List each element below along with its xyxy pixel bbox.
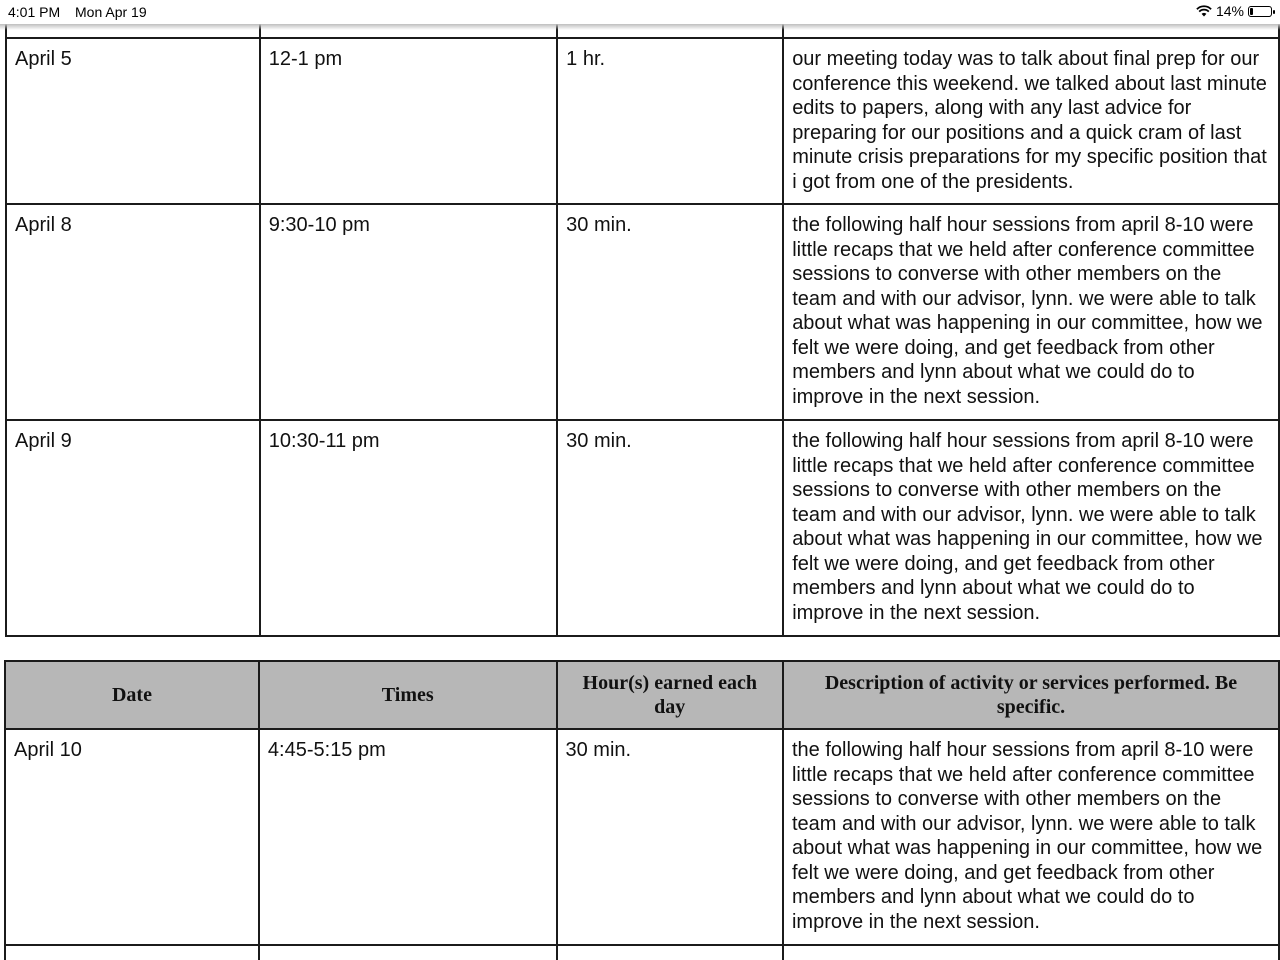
table-header-row [5,661,1279,729]
status-time: 4:01 PM [8,4,61,20]
wifi-icon [1196,5,1212,17]
description-cell[interactable]: the following half hour sessions from april 8-10 were little recaps that we held after conference committee sessions to converse with other members on the team and with our advisor, lynn. we were able to talk about what was happening in our committee, how we felt we were doing, and get feedback from other members and lynn about what we could do to improve in the next session. [783,729,1279,945]
table-row [5,945,1279,960]
times-cell[interactable]: 10:30-11 pm [260,420,557,636]
table-row [6,204,1279,420]
table-row [5,729,1279,945]
hours-cell[interactable]: 1 hr. [557,38,783,204]
description-cell[interactable]: the following half hour sessions from april 8-10 were little recaps that we held after conference committee sessions to converse with other members on the team and with our advisor, lynn. we were able to talk about what was happening in our committee, how we felt we were doing, and get feedback from other members and lynn about what we could do to improve in the next session. [783,204,1279,420]
date-cell[interactable]: April 5 [6,38,260,204]
header-description[interactable]: Description of activity or services performed. Be specific. [783,661,1279,729]
date-cell[interactable]: April 10 [5,729,259,945]
status-bar [0,0,1280,24]
activity-log-table [5,5,1280,637]
header-times[interactable]: Times [259,661,557,729]
times-cell[interactable]: 4:45-5:15 pm [259,729,557,945]
times-cell[interactable]: 12-1 pm [260,38,557,204]
status-indicators [1196,3,1272,19]
hours-cell[interactable]: 30 min. [557,729,783,945]
description-cell[interactable]: our meeting today was to talk about final prep for our conference this weekend. we talked about last minute edits to papers, along with any last advice for preparing for our positions and a quick cram of last minute crisis preparations for my specific position that i got from one of the presidents. [783,38,1279,204]
activity-log-table-continued [4,660,1280,960]
date-cell[interactable]: April 9 [6,420,260,636]
table-cell[interactable] [783,945,1279,960]
table-cell[interactable] [557,945,783,960]
hours-cell[interactable]: 30 min. [557,204,783,420]
battery-percent: 14% [1215,3,1244,19]
description-cell[interactable]: the following half hour sessions from april 8-10 were little recaps that we held after conference committee sessions to converse with other members on the team and with our advisor, lynn. we were able to talk about what was happening in our committee, how we felt we were doing, and get feedback from other members and lynn about what we could do to improve in the next session. [783,420,1279,636]
hours-cell[interactable]: 30 min. [557,420,783,636]
battery-icon [1248,6,1272,17]
header-hours[interactable]: Hour(s) earned each day [557,661,783,729]
battery-level [1250,8,1253,15]
table-row [6,38,1279,204]
table-cell[interactable] [5,945,259,960]
toolbar-shadow [0,24,1280,30]
status-date: Mon Apr 19 [75,4,147,20]
table-cell[interactable] [259,945,557,960]
times-cell[interactable]: 9:30-10 pm [260,204,557,420]
date-cell[interactable]: April 8 [6,204,260,420]
header-date[interactable]: Date [5,661,259,729]
table-row [6,420,1279,636]
